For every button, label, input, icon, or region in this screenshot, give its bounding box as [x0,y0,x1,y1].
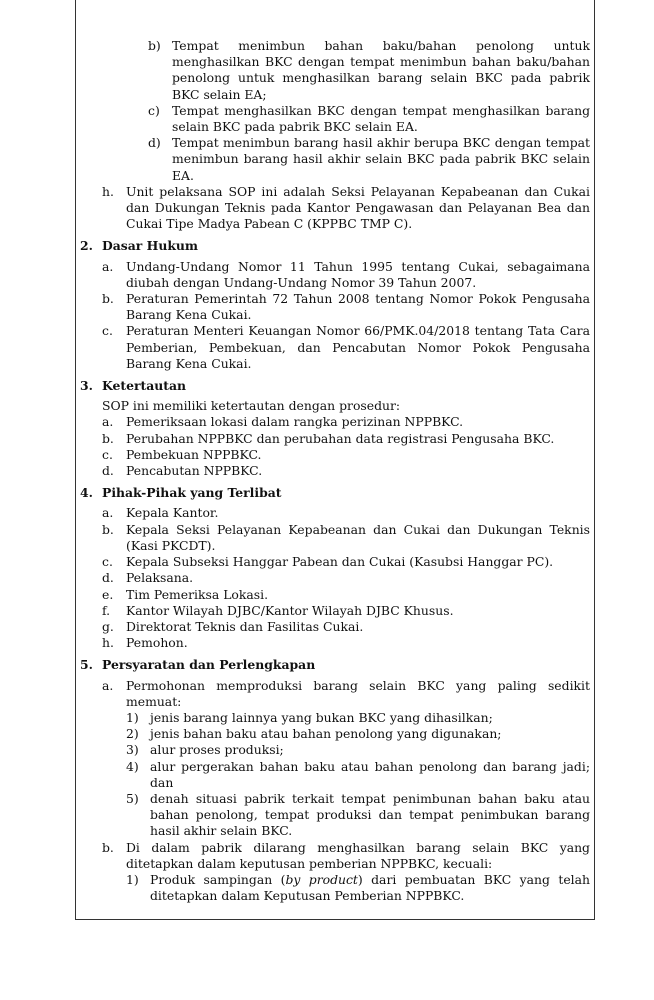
list-item [80,710,590,726]
section-heading [80,657,590,673]
list-text: Pencabutan NPPBKC. [126,463,263,479]
list-item [80,603,590,619]
list-item [80,522,590,554]
list-text: Pemohon. [126,635,188,651]
section-title: Pihak-Pihak yang Terlibat [102,485,282,501]
section-number: 5. [80,657,93,673]
list-item [80,431,590,447]
text-run: ) dari pembuatan BKC yang telah ditetapkan dalam Keputusan Pemberian NPPBKC. [150,871,591,904]
list-marker: f. [102,602,111,618]
list-item [80,742,590,758]
list-marker: c. [102,554,113,570]
list-item [80,414,590,430]
list-marker: e. [102,586,114,602]
list-marker: b. [102,521,114,537]
list-item [80,872,590,904]
list-marker: 2) [126,726,139,742]
section-number: 2. [80,238,93,254]
list-marker: a. [102,677,114,693]
list-text: Direktorat Teknis dan Fasilitas Cukai. [126,618,364,634]
list-marker: c. [102,446,113,462]
list-text [150,872,590,904]
list-marker: h. [102,183,114,199]
list-text: Pembekuan NPPBKC. [126,446,262,462]
list-text: jenis barang lainnya yang bukan BKC yang dihasilkan; [150,709,493,725]
list-item [80,291,590,323]
list-marker: g. [102,618,114,634]
list-item [80,103,590,135]
list-text: Tempat menghasilkan BKC dengan tempat menghasilkan barang selain BKC pada pabrik BKC selain EA. [172,102,590,135]
list-item [80,570,590,586]
list-item [80,726,590,742]
list-text: Pemeriksaan lokasi dalam rangka perizinan NPPBKC. [126,414,464,430]
list-marker: 3) [126,742,139,758]
list-text: Tempat menimbun barang hasil akhir berupa BKC dengan tempat menimbun barang hasil akhir selain BKC pada pabrik BKC selain EA. [172,135,590,183]
list-text: Pelaksana. [126,570,194,586]
list-item [80,135,590,184]
list-text: Kepala Kantor. [126,505,219,521]
list-marker: a. [102,505,114,521]
italic-term: by product [285,871,358,887]
list-item [80,759,590,791]
list-text: Kepala Subseksi Hanggar Pabean dan Cukai (Kasubsi Hanggar PC). [126,554,554,570]
list-marker: h. [102,635,114,651]
list-marker: a. [102,414,114,430]
list-item [80,323,590,372]
section-intro: SOP ini memiliki ketertautan dengan prosedur: [102,398,401,414]
list-item [80,619,590,635]
list-marker: d) [148,135,161,151]
list-text: Permohonan memproduksi barang selain BKC yang paling sedikit memuat: [126,677,590,709]
document-body [80,38,590,904]
list-text: alur proses produksi; [150,742,284,758]
list-text: Unit pelaksana SOP ini adalah Seksi Pelayanan Kepabeanan dan Cukai dan Dukungan Teknis pada Kantor Pengawasan dan Pelayanan Bea dan Cukai Tipe Madya Pabean C (KPPBC TMP C). [126,183,590,232]
list-item [80,587,590,603]
list-marker: 4) [126,758,139,774]
list-item [80,678,590,710]
list-marker: b) [148,38,161,53]
list-item [80,791,590,840]
list-text: Kantor Wilayah DJBC/Kantor Wilayah DJBC Khusus. [126,602,454,618]
section-title: Ketertautan [102,378,187,394]
list-text: Peraturan Menteri Keuangan Nomor 66/PMK.04/2018 tentang Tata Cara Pemberian, Pembekuan, dan Pencabutan Nomor Pokok Pengusaha Barang Kena Cukai. [126,323,590,371]
section-heading [80,378,590,394]
list-marker: b. [102,430,114,446]
text-run: Produk sampingan ( [150,871,286,887]
list-item [80,184,590,233]
list-marker: b. [102,291,114,307]
list-text: Kepala Seksi Pelayanan Kepabeanan dan Cukai dan Dukungan Teknis (Kasi PKCDT). [126,521,590,553]
list-marker: c. [102,323,113,339]
list-text: Undang-Undang Nomor 11 Tahun 1995 tentang Cukai, sebagaimana diubah dengan Undang-Undang Nomor 39 Tahun 2007. [126,258,590,290]
list-item [80,259,590,291]
list-text: denah situasi pabrik terkait tempat penimbunan bahan baku atau bahan penolong, tempat produksi dan tempat penimbukan barang hasil akhir selain BKC. [150,790,590,839]
list-text: alur pergerakan bahan baku atau bahan penolong dan barang jadi; dan [150,758,590,790]
section-heading [80,485,590,501]
list-text: Perubahan NPPBKC dan perubahan data registrasi Pengusaha BKC. [126,430,555,446]
list-marker: 5) [126,790,139,806]
list-marker: 1) [126,871,139,887]
list-item [80,447,590,463]
list-item [80,505,590,521]
list-marker: a. [102,258,114,274]
list-marker: c) [148,102,160,118]
section-number: 4. [80,485,93,501]
list-marker: d. [102,463,114,479]
list-text: jenis bahan baku atau bahan penolong yang digunakan; [150,726,502,742]
list-marker: d. [102,570,114,586]
list-marker: 1) [126,709,139,725]
list-item [80,840,590,872]
section-title: Dasar Hukum [102,238,199,254]
list-text: Peraturan Pemerintah 72 Tahun 2008 tentang Nomor Pokok Pengusaha Barang Kena Cukai. [126,291,590,323]
section-number: 3. [80,378,93,394]
section-title: Persyaratan dan Perlengkapan [102,657,316,673]
list-item [80,635,590,651]
list-text: Tempat menimbun bahan baku/bahan penolong untuk menghasilkan BKC dengan tempat menimbun bahan baku/bahan penolong untuk menghasilkan barang selain BKC pada pabrik BKC selain EA; [172,38,590,102]
list-marker: b. [102,839,114,855]
section-heading [80,238,590,254]
list-item [80,554,590,570]
list-text: Tim Pemeriksa Lokasi. [126,586,269,602]
list-item [80,38,590,103]
list-item [80,463,590,479]
list-text: Di dalam pabrik dilarang menghasilkan barang selain BKC yang ditetapkan dalam keputusan pemberian NPPBKC, kecuali: [126,839,590,871]
